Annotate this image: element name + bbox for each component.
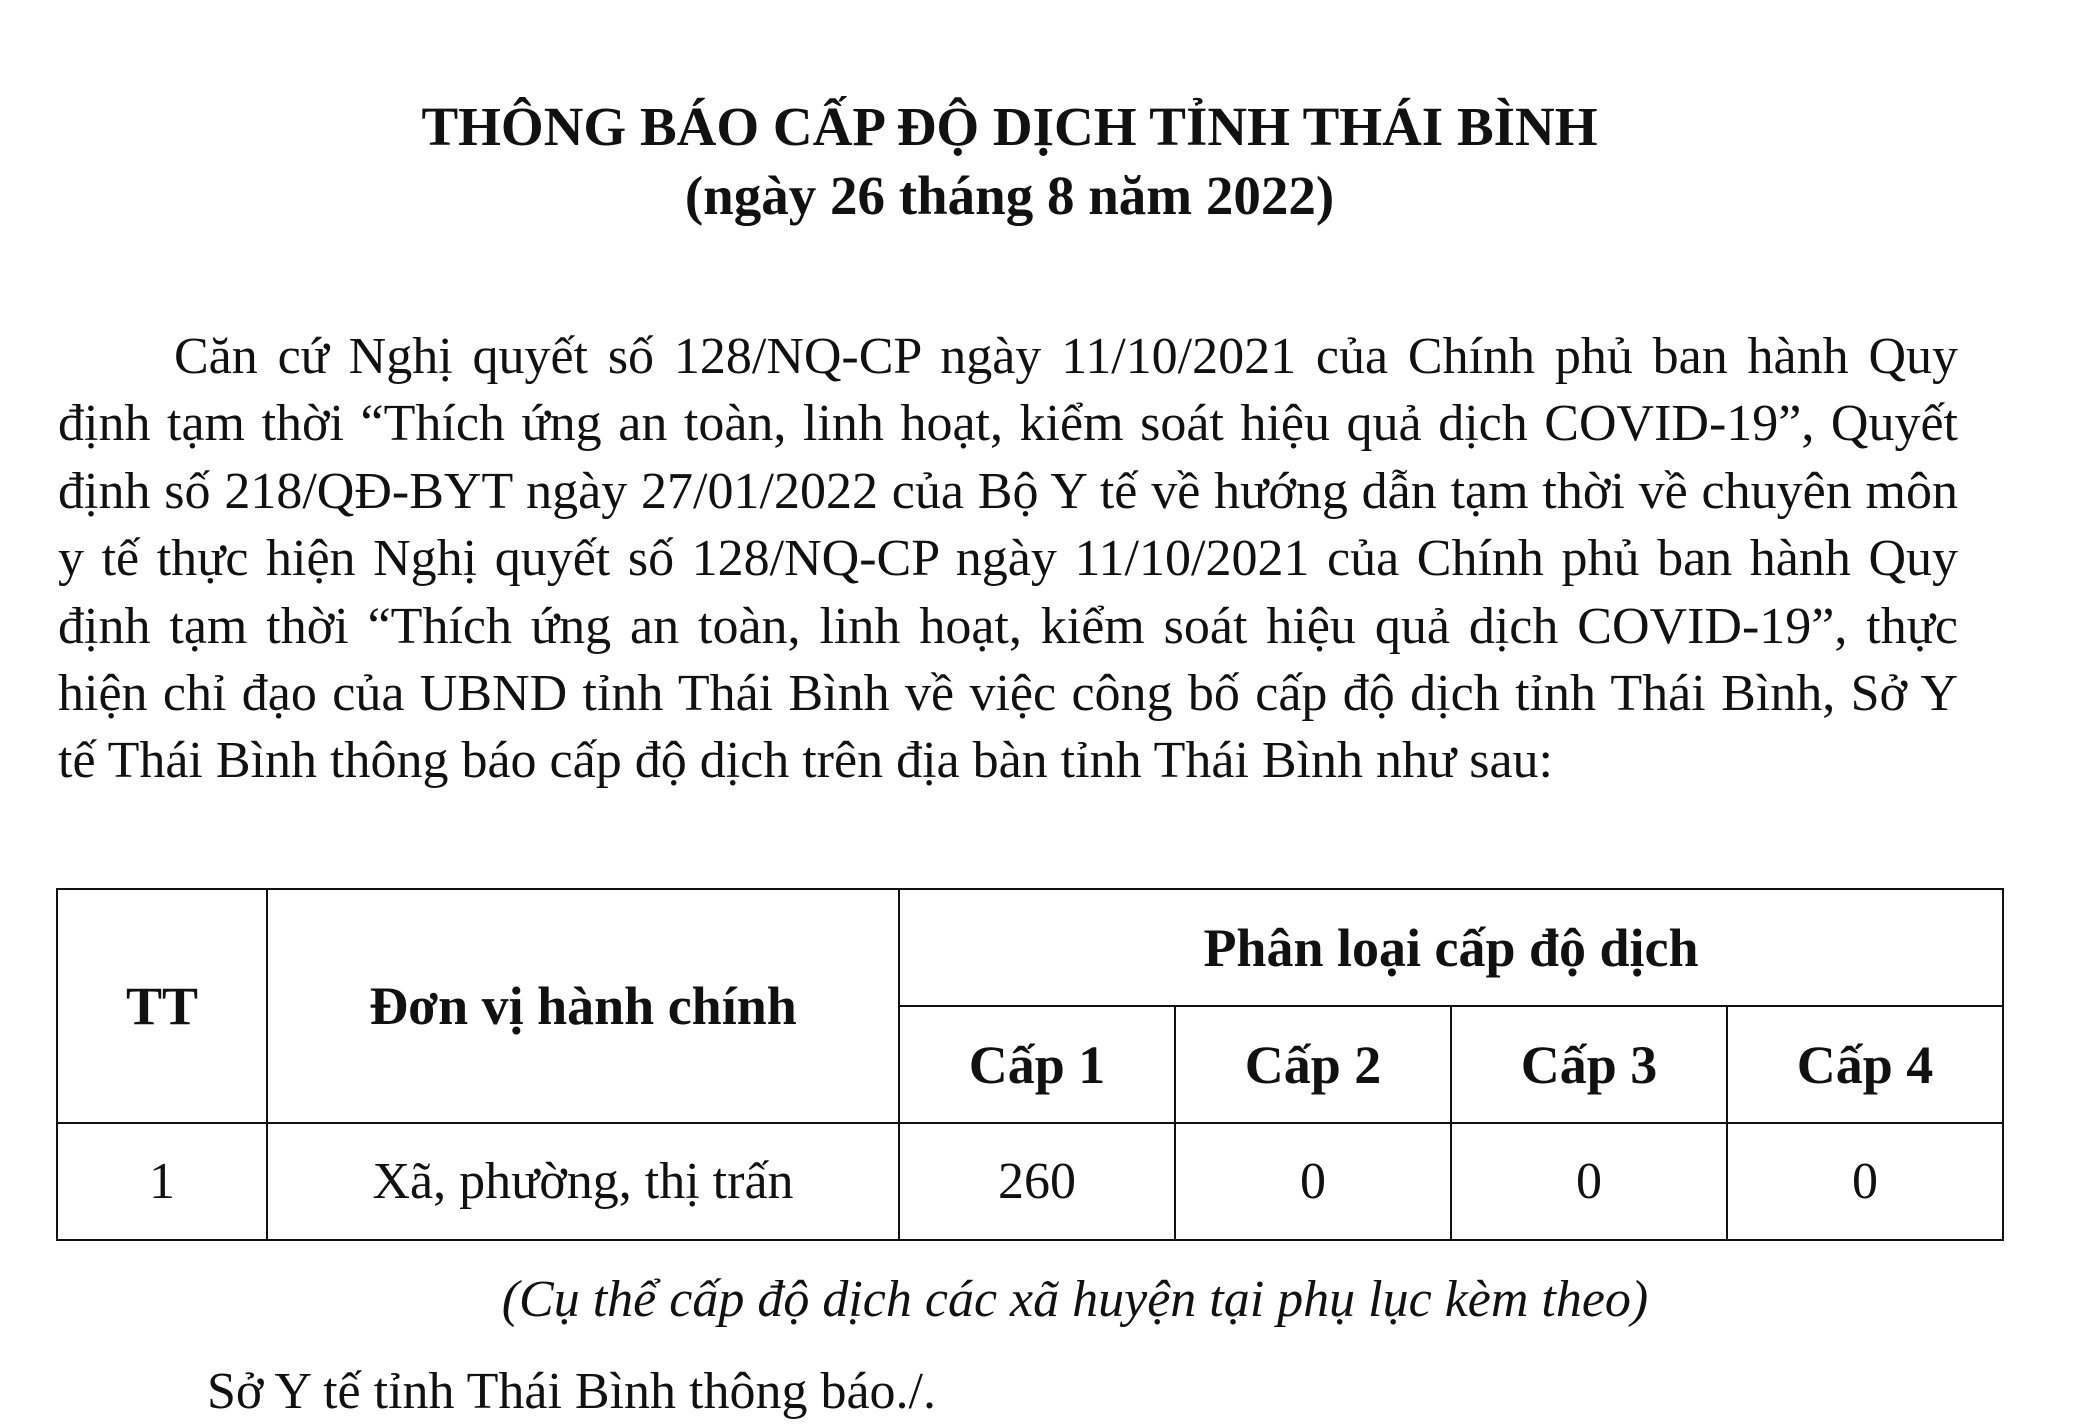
header-classification: Phân loại cấp độ dịch bbox=[899, 889, 2003, 1006]
document-title: THÔNG BÁO CẤP ĐỘ DỊCH TỈNH THÁI BÌNH bbox=[421, 96, 1598, 157]
closing-statement: Sở Y tế tỉnh Thái Bình thông báo./. bbox=[207, 1363, 936, 1420]
header-level-1: Cấp 1 bbox=[899, 1006, 1175, 1123]
legal-basis-paragraph: Căn cứ Nghị quyết số 128/NQ-CP ngày 11/10/2021 của Chính phủ ban hành Quy định tạm thời “Thích ứng an toàn, linh hoạt, kiểm soát hiệu quả dịch COVID-19”, Quyết định số 218/QĐ-BYT ngày 27/01/2022 của Bộ Y tế về hướng dẫn tạm thời về chuyên môn y tế thực hiện Nghị quyết số 128/NQ-CP ngày 11/10/2021 của Chính phủ ban hành Quy định tạm thời “Thích ứng an toàn, linh hoạt, kiểm soát hiệu quả dịch COVID-19”, thực hiện chỉ đạo của UBND tỉnh Thái Bình về việc công bố cấp độ dịch tỉnh Thái Bình, Sở Y tế Thái Bình thông báo cấp độ dịch trên địa bàn tỉnh Thái Bình như sau: bbox=[58, 328, 1958, 790]
cell-level-3: 0 bbox=[1451, 1123, 1727, 1240]
cell-level-2: 0 bbox=[1175, 1123, 1451, 1240]
header-unit: Đơn vị hành chính bbox=[267, 889, 899, 1123]
header-tt: TT bbox=[57, 889, 267, 1123]
table-header-row bbox=[57, 889, 2003, 1006]
header-level-4: Cấp 4 bbox=[1727, 1006, 2003, 1123]
header-level-3: Cấp 3 bbox=[1451, 1006, 1727, 1123]
appendix-note: (Cụ thể cấp độ dịch các xã huyện tại phụ lục kèm theo) bbox=[501, 1271, 1649, 1328]
header-level-2: Cấp 2 bbox=[1175, 1006, 1451, 1123]
table-row bbox=[57, 1123, 2003, 1240]
cell-tt: 1 bbox=[57, 1123, 267, 1240]
cell-level-1: 260 bbox=[899, 1123, 1175, 1240]
cell-unit: Xã, phường, thị trấn bbox=[267, 1123, 899, 1240]
document-date: (ngày 26 tháng 8 năm 2022) bbox=[684, 165, 1335, 226]
cell-level-4: 0 bbox=[1727, 1123, 2003, 1240]
epidemic-level-table bbox=[56, 888, 2004, 1241]
